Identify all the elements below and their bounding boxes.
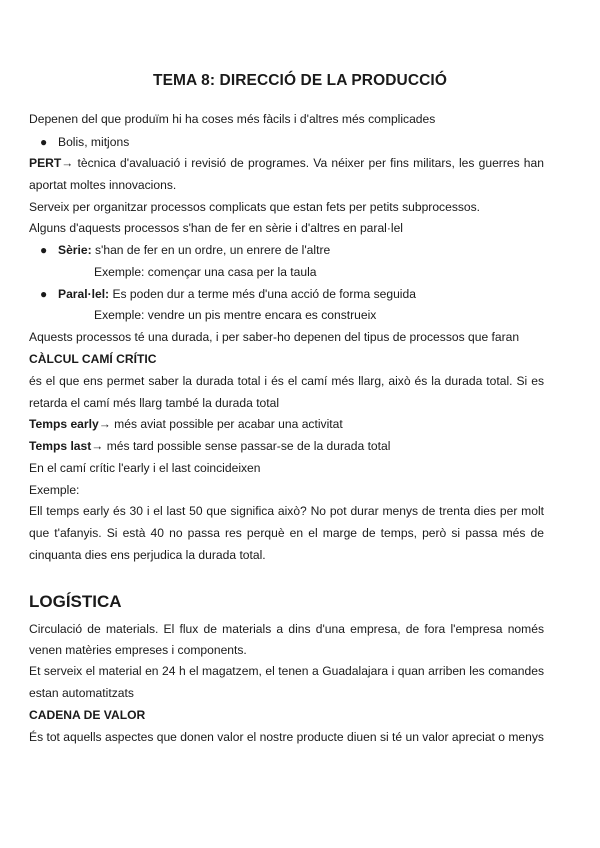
pert-line-1: [29, 155, 544, 171]
bullet-icon: ●: [40, 287, 48, 301]
serie-example: Exemple: començar una casa per la taula: [94, 265, 317, 279]
temps-early-line: [29, 416, 544, 432]
parallel-text: Es poden dur a terme més d'una acció de forma seguida: [109, 287, 416, 301]
example-line-2: que t'afanyis. Si està 40 no passa res perquè en el marge de temps, però si passa més de: [29, 526, 544, 540]
logistica-line-1: Circulació de materials. El flux de materials a dins d'una empresa, de fora l'empresa només: [29, 622, 544, 636]
early-text: → més aviat possible per acabar una activitat: [98, 417, 343, 431]
bullet-icon: ●: [40, 135, 48, 149]
paragraph-exemple: Exemple:: [29, 483, 80, 497]
logistica-line-2: venen matèries empreses i components.: [29, 643, 247, 657]
pert-text: → tècnica d'avaluació i revisió de programes. Va néixer per fins militars, les guerres han: [61, 156, 544, 170]
paragraph-serie-paralel: Alguns d'aquests processos s'han de fer en sèrie i d'altres en paral·lel: [29, 221, 403, 235]
heading-cadena-de-valor: CADENA DE VALOR: [29, 708, 146, 722]
logistica-line-3: Et serveix el material en 24 h el magatzem, el tenen a Guadalajara i quan arriben les comandes: [29, 664, 544, 678]
bullet-icon: ●: [40, 243, 48, 257]
example-line-3: cinquanta dies ens perjudica la durada total.: [29, 548, 266, 562]
calcul-line-1: és el que ens permet saber la durada total i és el camí més llarg, això és la durada total. Si es: [29, 374, 544, 388]
pert-term: PERT: [29, 156, 62, 170]
cadena-text: És tot aquells aspectes que donen valor el nostre producte diuen si té un valor apreciat o menys: [29, 730, 544, 744]
heading-calcul-cami-critic: CÀLCUL CAMÍ CRÍTIC: [29, 352, 157, 366]
logistica-line-4: estan automatitzats: [29, 686, 134, 700]
paragraph-durada: Aquests processos té una durada, i per saber-ho depenen del tipus de processos que faran: [29, 330, 520, 344]
page-title: TEMA 8: DIRECCIÓ DE LA PRODUCCIÓ: [153, 72, 447, 89]
intro-paragraph: Depenen del que produïm hi ha coses més fàcils i d'altres més complicades: [29, 112, 436, 126]
bullet-item-parallel: [58, 286, 538, 302]
calcul-line-2: retarda el camí més llarg també la durada total: [29, 396, 280, 410]
temps-last-line: [29, 438, 544, 454]
paragraph-subprocessos: Serveix per organitzar processos complicats que estan fets per petits subprocessos.: [29, 200, 481, 214]
pert-line-2: aportat moltes innovacions.: [29, 178, 177, 192]
last-term: Temps last: [29, 439, 92, 453]
serie-term: Sèrie:: [58, 243, 92, 257]
paragraph-coincideixen: En el camí crític l'early i el last coincideixen: [29, 461, 261, 475]
example-line-1: Ell temps early és 30 i el last 50 que significa això? No pot durar menys de trenta dies per molt: [29, 504, 544, 518]
serie-text: s'han de fer en un ordre, un enrere de l'altre: [91, 243, 331, 257]
early-term: Temps early: [29, 417, 99, 431]
parallel-term: Paral·lel:: [58, 287, 110, 301]
parallel-example: Exemple: vendre un pis mentre encara es construeix: [94, 308, 377, 322]
heading-logistica: LOGÍSTICA: [29, 592, 122, 611]
last-text: → més tard possible sense passar-se de la durada total: [91, 439, 391, 453]
bullet-item-serie: [58, 242, 538, 258]
bullet-item-bolis: Bolis, mitjons: [58, 135, 130, 149]
